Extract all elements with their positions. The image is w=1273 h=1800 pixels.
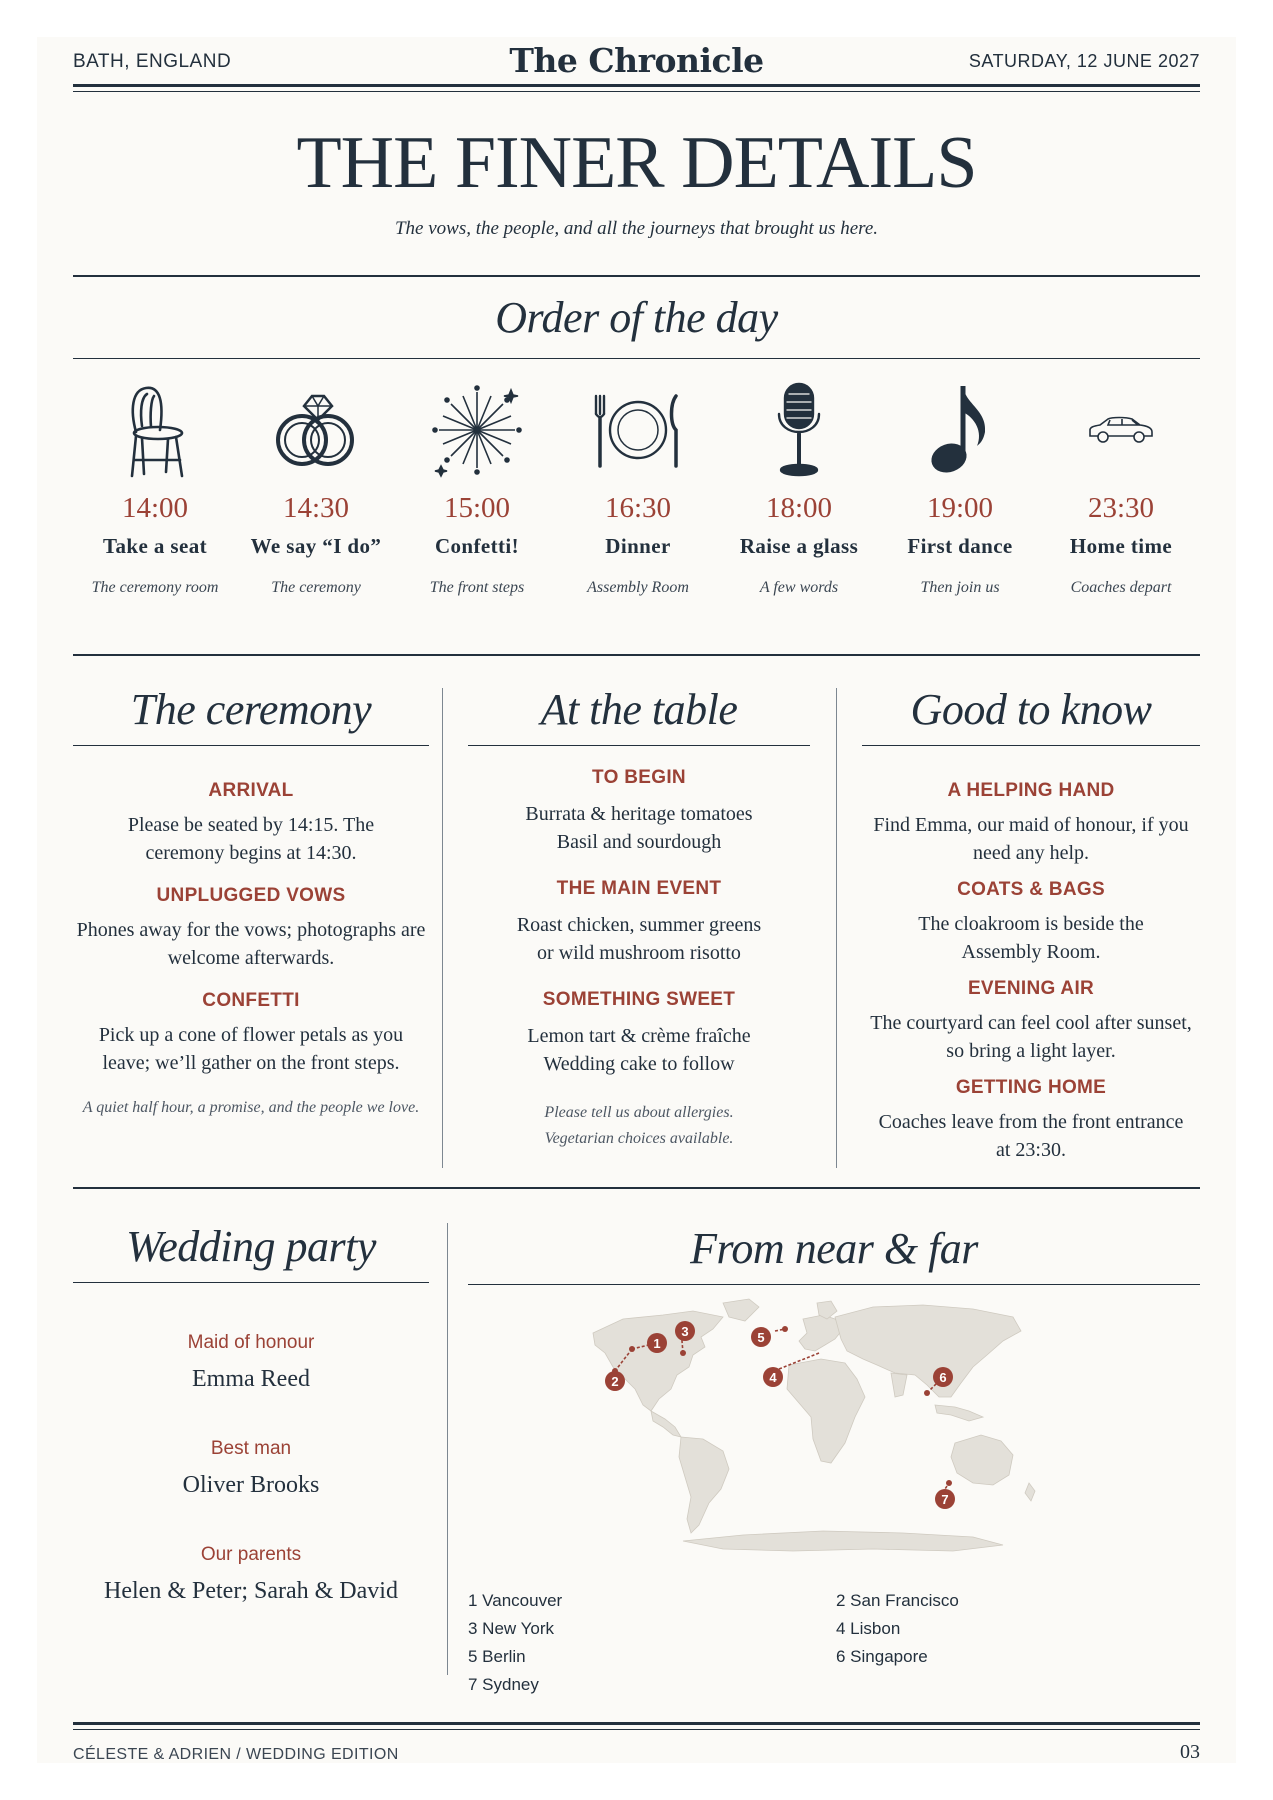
ceremony-text-confetti: Pick up a cone of flower petals as you leave; we’ll gather on the front steps.: [98, 1024, 404, 1074]
column-title-rule: [862, 745, 1200, 746]
legend-item-singapore: 6 Singapore: [836, 1647, 928, 1666]
car-icon: [1040, 375, 1202, 485]
step-label: Take a seat: [103, 534, 207, 558]
plate-cutlery-icon: [557, 375, 719, 485]
party-role: Best man: [210, 1438, 292, 1459]
table-heading-main-event: THE MAIN EVENT: [556, 878, 722, 899]
step-label: Confetti!: [434, 534, 520, 558]
map-marker-6: [933, 1367, 953, 1387]
step-time: 23:30: [1087, 492, 1155, 524]
headline: THE FINER DETAILS: [296, 122, 977, 204]
masthead-rule-thin: [73, 91, 1200, 92]
step-time: 18:00: [765, 492, 833, 524]
south-america-landmass: [679, 1437, 729, 1533]
world-map: [573, 1293, 1133, 1559]
step-time: 15:00: [443, 492, 511, 524]
central-america-landmass: [651, 1411, 681, 1437]
section-divider: [73, 275, 1200, 277]
masthead-date: SATURDAY, 12 JUNE 2027: [968, 51, 1200, 71]
north-america-landmass: [593, 1311, 723, 1411]
wedding-party: [73, 1332, 429, 1605]
ceremony-heading-arrival: ARRIVAL: [208, 780, 294, 801]
ceremony-text-unplugged: Phones away for the vows; photographs are welcome afterwards.: [76, 919, 426, 969]
svg-text:3: 3: [681, 1324, 689, 1339]
good-heading-helping-hand: A HELPING HAND: [947, 780, 1115, 801]
ceremony-text-arrival: Please be seated by 14:15. The ceremony begins at 14:30.: [127, 814, 375, 864]
svg-text:5: 5: [757, 1330, 765, 1345]
step-label: Raise a glass: [739, 534, 859, 558]
africa-landmass: [787, 1359, 865, 1463]
step-label: Home time: [1069, 534, 1173, 558]
table-text-main-event: Roast chicken, summer greens or wild mushroom risotto: [516, 914, 762, 964]
rings-icon: [235, 375, 397, 485]
good-text-coats-bags: The cloakroom is beside the Assembly Room.: [918, 913, 1144, 963]
newspaper-page: [37, 37, 1236, 1763]
step-home-time: [1040, 375, 1202, 597]
new-zealand-landmass: [1025, 1483, 1035, 1501]
table-title: At the table: [540, 685, 738, 734]
chair-icon: [74, 375, 236, 485]
step-label: Dinner: [605, 534, 671, 558]
column-title-rule: [468, 745, 810, 746]
step-time: 16:30: [604, 492, 672, 524]
good-text-helping-hand: Find Emma, our maid of honour, if you need any help.: [873, 814, 1189, 864]
step-detail: Assembly Room: [587, 579, 689, 596]
column-divider: [836, 688, 837, 1168]
order-title-rule: [73, 358, 1200, 359]
step-time: 14:30: [282, 492, 350, 524]
step-first-dance: [879, 375, 1041, 597]
southeast-asia-islands: [935, 1405, 983, 1421]
map-marker-4: [763, 1367, 783, 1387]
ceremony-column: [73, 780, 429, 1121]
map-title: From near & far: [690, 1224, 978, 1273]
legend-item-new-york: 3 New York: [468, 1619, 554, 1638]
party-name: Oliver Brooks: [182, 1472, 320, 1498]
step-detail: A few words: [759, 579, 839, 596]
ceremony-heading-confetti: CONFETTI: [202, 990, 300, 1011]
good-text-getting-home: Coaches leave from the front entrance at 23:30.: [878, 1111, 1184, 1161]
svg-text:2: 2: [611, 1374, 619, 1389]
masthead-rule-thick: [73, 84, 1200, 87]
step-detail: The ceremony: [271, 579, 361, 596]
step-time: 14:00: [121, 492, 189, 524]
fireworks-icon: [396, 375, 558, 485]
footer-rule-thin: [73, 1729, 1200, 1730]
ceremony-title: The ceremony: [130, 685, 372, 734]
step-confetti: [396, 375, 558, 597]
good-heading-getting-home: GETTING HOME: [955, 1077, 1107, 1098]
step-detail: The ceremony room: [91, 579, 219, 596]
music-note-icon: [879, 375, 1041, 485]
table-text-to-begin: Burrata & heritage tomatoes Basil and sourdough: [525, 803, 753, 853]
table-text-something-sweet: Lemon tart & crème fraîche Wedding cake to follow: [527, 1025, 751, 1075]
party-title: Wedding party: [126, 1222, 376, 1271]
section-divider: [73, 654, 1200, 656]
antarctica-landmass: [683, 1531, 1003, 1551]
footer-edition: CÉLESTE & ADRIEN / WEDDING EDITION: [73, 1746, 399, 1763]
order-title: Order of the day: [495, 293, 778, 342]
column-title-rule: [73, 1282, 429, 1283]
step-detail: Then join us: [920, 579, 1000, 596]
footer-rule-thick: [73, 1722, 1200, 1725]
step-label: First dance: [907, 534, 1013, 558]
section-divider: [73, 1187, 1200, 1189]
table-heading-to-begin: TO BEGIN: [592, 767, 686, 788]
legend-item-berlin: 5 Berlin: [468, 1647, 526, 1666]
step-we-say-i-do: [235, 375, 397, 597]
ceremony-note: A quiet half hour, a promise, and the people we love.: [82, 1099, 420, 1116]
masthead-location: BATH, ENGLAND: [73, 51, 232, 72]
map-marker-5: [751, 1327, 771, 1347]
svg-text:7: 7: [941, 1492, 949, 1507]
masthead-paper-name: The Chronicle: [509, 41, 764, 80]
good-to-know-title: Good to know: [910, 685, 1152, 734]
party-role: Maid of honour: [187, 1332, 315, 1353]
footer-page-number: 03: [1180, 1741, 1200, 1763]
column-divider: [442, 688, 443, 1168]
legend-item-vancouver: 1 Vancouver: [468, 1591, 563, 1610]
party-name: Helen & Peter; Sarah & David: [104, 1578, 398, 1604]
legend-item-lisbon: 4 Lisbon: [836, 1619, 901, 1638]
map-marker-3: [675, 1321, 695, 1341]
svg-text:1: 1: [653, 1336, 661, 1351]
party-name: Emma Reed: [192, 1366, 310, 1392]
good-text-evening-air: The courtyard can feel cool after sunset, so bring a light layer.: [870, 1012, 1192, 1062]
step-raise-a-glass: [718, 375, 880, 597]
step-detail: The front steps: [429, 579, 525, 596]
map-marker-1: [647, 1333, 667, 1353]
step-time: 19:00: [926, 492, 994, 524]
asia-landmass: [835, 1305, 1021, 1397]
microphone-icon: [718, 375, 880, 485]
subheadline: The vows, the people, and all the journeys that brought us here.: [394, 218, 879, 239]
party-role: Our parents: [200, 1544, 302, 1565]
map-title-rule: [468, 1284, 1200, 1285]
legend-item-san-francisco: 2 San Francisco: [836, 1591, 959, 1610]
india-landmass: [891, 1373, 907, 1397]
good-heading-coats-bags: COATS & BAGS: [957, 879, 1105, 900]
step-detail: Coaches depart: [1070, 579, 1172, 596]
table-heading-something-sweet: SOMETHING SWEET: [542, 989, 736, 1010]
ceremony-heading-unplugged: UNPLUGGED VOWS: [156, 885, 346, 906]
svg-text:6: 6: [939, 1370, 947, 1385]
svg-text:4: 4: [769, 1370, 777, 1385]
good-to-know-column: [862, 780, 1200, 1164]
good-heading-evening-air: EVENING AIR: [967, 978, 1095, 999]
step-dinner: [557, 375, 719, 597]
step-take-a-seat: [74, 375, 236, 597]
map-marker-2: [605, 1371, 625, 1391]
table-column: [468, 767, 810, 1152]
legend-item-sydney: 7 Sydney: [468, 1675, 539, 1694]
step-label: We say “I do”: [250, 534, 382, 558]
table-note: Please tell us about allergies. Vegetarian choices available.: [544, 1104, 734, 1147]
column-divider: [447, 1223, 448, 1675]
map-marker-7: [935, 1489, 955, 1509]
australia-landmass: [951, 1435, 1013, 1485]
column-title-rule: [73, 745, 429, 746]
greenland-landmass: [723, 1299, 759, 1321]
